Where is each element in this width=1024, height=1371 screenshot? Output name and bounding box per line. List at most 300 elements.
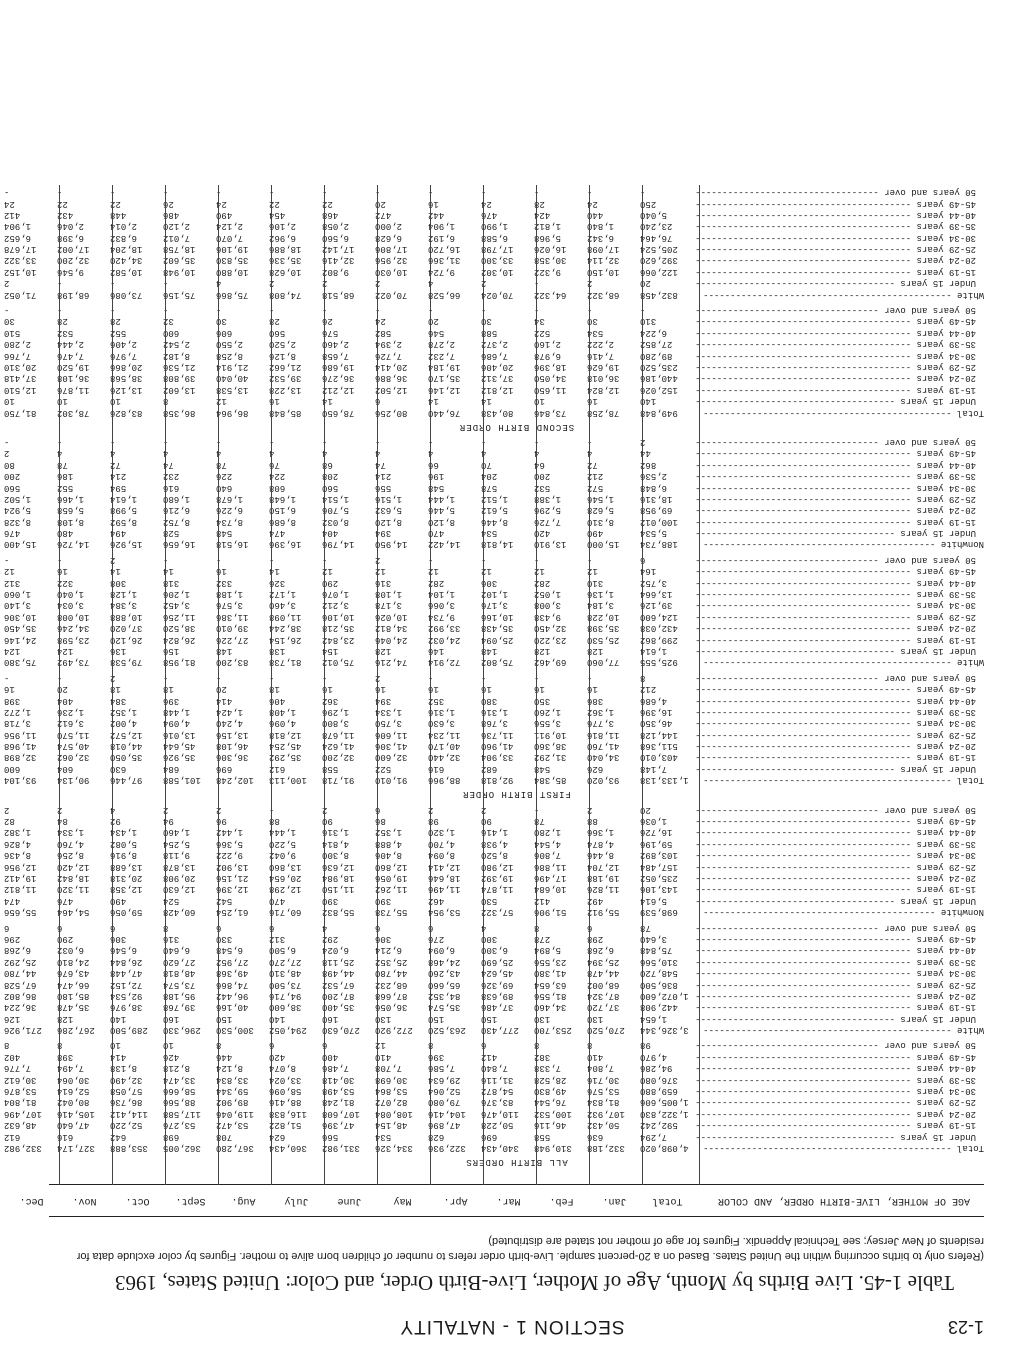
row-label: White ----- — [704, 288, 984, 299]
table-cell: 612 — [269, 763, 286, 774]
column-header: Total — [652, 1195, 683, 1206]
table-cell: 32,600 — [375, 752, 408, 763]
row-label: 15-19 years ----- — [696, 1119, 984, 1130]
table-cell: 73,500 — [269, 979, 302, 990]
table-cell: 39,808 — [163, 373, 196, 384]
table-cell: 21,662 — [269, 362, 302, 372]
table-cell: 35,398 — [587, 623, 620, 634]
table-cell: 74,866 — [216, 979, 249, 990]
table-cell: 3,326,344 — [640, 1025, 689, 1036]
table-cell: 15,926 — [110, 539, 143, 550]
table-cell: - — [428, 436, 434, 447]
table-cell: 88,966 — [428, 775, 461, 786]
table-cell: 24,468 — [428, 956, 461, 967]
table-cell: 84,352 — [428, 990, 461, 1001]
table-cell: 8,916 — [110, 850, 138, 861]
table-cell: 75,848 — [640, 945, 673, 956]
table-cell: 78 — [216, 459, 227, 470]
table-cell: 83,200 — [216, 657, 249, 668]
table-cell: - — [57, 187, 63, 198]
table-cell: 6 — [322, 1040, 328, 1051]
table-cell: 130 — [587, 1013, 604, 1024]
table-cell: 440 — [587, 209, 604, 220]
table-cell: 4,098,020 — [640, 1143, 689, 1153]
table-cell: 8,120 — [375, 516, 403, 527]
table-cell: 81,738 — [269, 657, 302, 668]
table-cell: 35,170 — [428, 373, 461, 384]
table-cell: 1,516 — [375, 493, 403, 504]
table-cell: 128 — [57, 1013, 74, 1024]
table-cell: 12,396 — [216, 884, 249, 895]
table-cell: 26,824 — [163, 634, 196, 645]
table-cell: 23,240 — [640, 221, 673, 232]
row-label: 50 years and over ----- — [696, 1039, 984, 1050]
table-cell: 2 — [481, 804, 487, 815]
table-cell: 4,544 — [534, 838, 562, 849]
table-row — [4, 243, 984, 255]
table-cell: 7,686 — [481, 350, 509, 361]
table-cell: 11,826 — [587, 884, 620, 895]
table-row — [4, 978, 984, 990]
table-cell: 4 — [481, 448, 487, 459]
table-cell: 10,228 — [587, 611, 620, 622]
table-cell: 412 — [4, 209, 21, 220]
table-cell: 87,200 — [322, 990, 355, 1001]
table-cell: 3,718 — [4, 718, 32, 729]
row-label: 35-39 years ----- — [696, 220, 984, 231]
table-cell: 3,140 — [4, 600, 32, 611]
table-cell: 55,656 — [4, 907, 37, 918]
column-header: Aug. — [231, 1195, 256, 1206]
row-label: 15-19 years ----- — [696, 265, 984, 276]
header-rule-bottom — [49, 1184, 984, 1185]
table-cell: 2,014 — [110, 221, 138, 232]
table-cell: 1,352 — [110, 706, 138, 717]
table-cell: 13,902 — [216, 861, 249, 872]
table-cell: 6,848 — [640, 482, 668, 493]
table-cell: 2 — [110, 554, 116, 565]
table-cell: 12,212 — [322, 384, 355, 395]
table-cell: - — [428, 187, 434, 198]
table-cell: 12,146 — [428, 384, 461, 395]
table-cell: 7,148 — [640, 763, 668, 774]
table-cell: 44,780 — [4, 968, 37, 979]
table-cell: 27,226 — [216, 634, 249, 645]
table-cell: 7,338 — [534, 1063, 562, 1074]
table-cell: 150 — [216, 1013, 233, 1024]
table-cell: 10,026 — [375, 611, 408, 622]
table-row — [4, 955, 984, 967]
table-cell: 326 — [269, 577, 286, 588]
table-cell: 462 — [428, 895, 445, 906]
table-cell: 22 — [269, 198, 280, 209]
table-cell: 6,192 — [428, 232, 456, 243]
table-cell: 124 — [57, 645, 74, 656]
table-cell: - — [534, 804, 540, 815]
table-cell: - — [216, 436, 222, 447]
table-cell: 1,812 — [534, 221, 562, 232]
table-cell: 4 — [57, 448, 63, 459]
table-cell: 18,316 — [640, 493, 673, 504]
table-cell: 299,862 — [640, 634, 678, 645]
table-cell: 10 — [57, 396, 68, 407]
table-cell: 48,154 — [375, 1120, 408, 1131]
table-cell: 70,024 — [481, 289, 514, 300]
table-cell: 40,170 — [428, 741, 461, 752]
table-cell: 1,322,830 — [640, 1108, 689, 1119]
table-cell: 36,886 — [375, 373, 408, 384]
row-label: 40-44 years ----- — [696, 209, 984, 220]
table-cell: 29,634 — [428, 1074, 461, 1085]
row-label: Under 15 years ----- — [696, 894, 984, 905]
table-cell: - — [587, 187, 593, 198]
row-label: White ----- — [704, 656, 984, 667]
table-cell: 36,056 — [375, 1002, 408, 1013]
table-cell: 76,464 — [640, 232, 673, 243]
column-header: Nov. — [72, 1195, 97, 1206]
table-cell: 117,588 — [163, 1108, 201, 1119]
table-cell: 534 — [481, 528, 498, 539]
table-cell: 10,302 — [481, 266, 514, 277]
table-cell: 122,066 — [640, 266, 678, 277]
table-cell: 75,012 — [322, 657, 355, 668]
table-cell: 224 — [269, 471, 286, 482]
table-note: (Refers only to births occurring within the United States. Based on a 20-percent sample. Live-birth order refers to number of children born alive to mother. Figures by color exclude data for residents of New Jersey; see Technical Appendix. Figures for age of mother not stated are distributed) — [76, 1235, 984, 1262]
table-cell: 58,666 — [163, 1086, 196, 1097]
table-cell: 836,500 — [640, 979, 678, 990]
table-cell: 10 — [4, 396, 15, 407]
table-cell: 85,180 — [57, 990, 90, 1001]
table-cell: 4,096 — [269, 718, 297, 729]
table-cell: - — [57, 305, 63, 316]
table-cell: 22 — [322, 198, 333, 209]
table-cell: 35,830 — [216, 255, 249, 266]
table-cell: - — [57, 672, 63, 683]
table-row — [4, 395, 984, 407]
table-cell: 128 — [534, 645, 551, 656]
table-cell: 7,708 — [375, 1063, 403, 1074]
table-cell: 16 — [57, 566, 68, 577]
table-cell: 566 — [322, 1131, 339, 1142]
table-cell: 88 — [269, 816, 280, 827]
table-cell: 4 — [375, 448, 381, 459]
table-cell: 7,486 — [322, 1063, 350, 1074]
table-cell: 49,830 — [534, 1086, 567, 1097]
table-row — [4, 209, 984, 220]
table-cell: 24 — [216, 198, 227, 209]
table-cell: 124 — [4, 645, 21, 656]
table-cell: 6 — [269, 1040, 275, 1051]
table-cell: 1,444 — [428, 493, 456, 504]
table-cell: 18 — [110, 684, 121, 695]
table-cell: 312 — [4, 577, 21, 588]
table-cell: 4,888 — [375, 838, 403, 849]
table-cell: 8,108 — [57, 516, 85, 527]
table-cell: 12,502 — [375, 384, 408, 395]
row-label: 45-49 years ----- — [696, 197, 984, 208]
table-cell: 1,648 — [269, 493, 297, 504]
table-cell: 3,460 — [269, 600, 297, 611]
table-row — [4, 265, 984, 277]
table-cell: 20,908 — [163, 873, 196, 884]
table-cell: 35,450 — [4, 623, 37, 634]
table-cell: 9,438 — [534, 611, 562, 622]
table-cell: 5,628 — [587, 505, 615, 516]
table-cell: 1,840 — [587, 221, 615, 232]
table-cell: 30,716 — [587, 1074, 620, 1085]
table-cell: 12,860 — [375, 861, 408, 872]
table-cell: 55,832 — [322, 907, 355, 918]
table-cell: 3,384 — [110, 600, 138, 611]
table-cell: - — [534, 672, 540, 683]
table-cell: 384 — [110, 695, 127, 706]
table-cell: 83,826 — [110, 407, 143, 418]
table-cell: 5,998 — [110, 505, 138, 516]
table-row — [4, 576, 984, 588]
row-label: Total ----- — [704, 1142, 984, 1153]
table-cell: 3,576 — [216, 600, 244, 611]
table-cell: 37,418 — [4, 373, 37, 384]
table-cell: 31,366 — [428, 255, 461, 266]
row-label: 25-29 years ----- — [696, 860, 984, 871]
table-cell: 44 — [640, 448, 651, 459]
table-cell: 2 — [322, 804, 328, 815]
table-cell: 53,864 — [375, 1086, 408, 1097]
table-cell: 23,598 — [57, 634, 90, 645]
header-rule-top — [49, 1216, 984, 1217]
table-cell: 4 — [216, 448, 222, 459]
table-cell: 65,660 — [428, 979, 461, 990]
table-cell: 1,614 — [110, 493, 138, 504]
table-cell: 12,358 — [110, 884, 143, 895]
table-row — [4, 288, 984, 300]
table-cell: 1,352 — [375, 827, 403, 838]
table-cell: 612 — [4, 1131, 21, 1142]
table-cell: 89,280 — [640, 350, 673, 361]
table-row — [4, 837, 984, 849]
table-cell: 6 — [269, 922, 275, 933]
table-cell: 25,352 — [375, 956, 408, 967]
table-cell: 524 — [163, 895, 180, 906]
table-cell: 107,932 — [587, 1108, 625, 1119]
table-cell: 10,150 — [587, 266, 620, 277]
table-cell: 24,810 — [57, 956, 90, 967]
table-cell: 86,358 — [163, 407, 196, 418]
table-cell: 2 — [269, 278, 275, 289]
table-cell: 34 — [534, 316, 545, 327]
table-cell: 19,412 — [4, 873, 37, 884]
table-cell: 35,602 — [163, 255, 196, 266]
table-cell: 64 — [534, 459, 545, 470]
table-cell: 5,894 — [534, 945, 562, 956]
section-heading: FIRST BIRTH ORDER — [462, 789, 571, 800]
table-cell: 7,726 — [375, 350, 403, 361]
table-cell: - — [216, 187, 222, 198]
table-cell: 18,886 — [269, 244, 302, 255]
table-cell: 1,546 — [587, 493, 615, 504]
table-cell: 2,120 — [163, 221, 191, 232]
column-header: May — [393, 1195, 412, 1206]
table-row — [4, 458, 984, 470]
table-cell: 21,536 — [163, 362, 196, 372]
table-cell: 3,750 — [375, 718, 403, 729]
table-cell: 53,498 — [322, 1086, 355, 1097]
table-row — [4, 406, 984, 418]
row-label: 20-24 years ----- — [696, 622, 984, 633]
column-header: Sept. — [175, 1195, 206, 1206]
table-cell: 5,632 — [375, 505, 403, 516]
table-cell: 8 — [216, 1040, 222, 1051]
table-cell: 394 — [375, 695, 392, 706]
table-row — [4, 883, 984, 895]
table-cell: 272,920 — [375, 1025, 413, 1036]
row-label: 20-24 years ----- — [696, 872, 984, 883]
table-cell: 10 — [110, 1040, 121, 1051]
table-cell: 25,690 — [481, 956, 514, 967]
table-cell: 34,812 — [375, 623, 408, 634]
table-row — [4, 1039, 984, 1051]
row-label: 50 years and over ----- — [696, 671, 984, 682]
table-cell: 16 — [534, 684, 545, 695]
table-cell: 698,539 — [640, 907, 678, 918]
table-cell: 270,520 — [587, 1025, 625, 1036]
row-label: 45-49 years ----- — [696, 1050, 984, 1061]
table-cell: - — [110, 305, 116, 316]
table-cell: 204 — [481, 471, 498, 482]
table-row — [4, 610, 984, 622]
table-cell: 1,316 — [428, 706, 456, 717]
table-cell: 39,010 — [216, 623, 249, 634]
table-cell: 1,036 — [640, 816, 668, 827]
table-cell: 3,066 — [428, 600, 456, 611]
column-rule — [218, 185, 219, 1185]
table-cell: 548 — [216, 528, 233, 539]
table-cell: 616 — [428, 763, 445, 774]
table-cell: 76,544 — [534, 1097, 567, 1108]
table-cell: 57,322 — [481, 907, 514, 918]
table-cell: 316 — [375, 577, 392, 588]
table-cell: 327,174 — [57, 1143, 95, 1153]
table-cell: 25,094 — [481, 634, 514, 645]
table-cell: 85,848 — [269, 407, 302, 418]
table-cell: 160 — [163, 1013, 180, 1024]
table-cell: 578 — [481, 482, 498, 493]
table-cell: 12,298 — [269, 884, 302, 895]
table-cell: 78,650 — [322, 407, 355, 418]
table-cell: 75,802 — [481, 657, 514, 668]
table-cell: 47,640 — [57, 1120, 90, 1131]
table-cell: 28 — [57, 316, 68, 327]
table-cell: 2,000 — [375, 221, 403, 232]
table-cell: 8,734 — [216, 516, 244, 527]
table-cell: 3,178 — [375, 600, 403, 611]
row-label: Under 15 years ----- — [696, 1012, 984, 1023]
table-cell: 11,678 — [322, 729, 355, 740]
table-cell: - — [534, 305, 540, 316]
table-row — [4, 277, 984, 289]
table-cell: 28 — [110, 316, 121, 327]
table-cell: 8 — [534, 1040, 540, 1051]
table-cell: 16 — [428, 684, 439, 695]
table-cell: 25,292 — [4, 956, 37, 967]
table-cell: 412 — [534, 895, 551, 906]
table-cell: 54,872 — [481, 1086, 514, 1097]
table-cell: 3,630 — [428, 718, 456, 729]
table-cell: 1,362 — [587, 706, 615, 717]
table-cell: 558 — [534, 1131, 551, 1142]
table-cell: 353,888 — [110, 1143, 148, 1153]
table-cell: 22 — [110, 198, 121, 209]
table-cell: 606 — [216, 327, 233, 338]
table-cell: 59,344 — [216, 1086, 249, 1097]
table-row — [4, 599, 984, 611]
column-rule — [536, 185, 537, 1185]
table-cell: 8,138 — [110, 1063, 138, 1074]
table-cell: 11,386 — [216, 611, 249, 622]
table-cell: 398 — [57, 1051, 74, 1062]
table-cell: 11,606 — [375, 729, 408, 740]
table-cell: 552 — [57, 482, 74, 493]
table-cell: 6,216 — [163, 505, 191, 516]
table-cell: 12,956 — [4, 861, 37, 872]
table-cell: 10,582 — [110, 266, 143, 277]
table-cell: 214 — [110, 471, 127, 482]
table-cell: 87,324 — [587, 990, 620, 1001]
table-cell: 124,600 — [640, 611, 678, 622]
table-cell: 13,538 — [216, 384, 249, 395]
table-cell: 57,058 — [110, 1086, 143, 1097]
row-label: Under 15 years ----- — [696, 645, 984, 656]
table-cell: 396 — [163, 695, 180, 706]
table-cell: 16,396 — [269, 539, 302, 550]
table-cell: 298 — [587, 933, 604, 944]
table-cell: 22 — [57, 198, 68, 209]
table-cell: 511,368 — [640, 741, 678, 752]
table-cell: 60,716 — [269, 907, 302, 918]
table-cell: 16 — [481, 684, 492, 695]
row-label: 50 years and over ----- — [696, 803, 984, 814]
table-cell: 72,152 — [110, 979, 143, 990]
table-cell: 30 — [587, 316, 598, 327]
row-label: 30-34 years ----- — [696, 349, 984, 360]
table-cell: 59,056 — [110, 907, 143, 918]
table-cell: 81,750 — [4, 407, 37, 418]
table-cell: 38,976 — [110, 1002, 143, 1013]
table-cell: 32,200 — [57, 255, 90, 266]
table-cell: 367,280 — [216, 1143, 254, 1153]
table-row — [4, 1119, 984, 1131]
table-cell: 19,686 — [322, 362, 355, 372]
table-cell: 18 — [269, 684, 280, 695]
table-cell: 16,026 — [534, 244, 567, 255]
table-cell: 7,476 — [57, 350, 85, 361]
row-label: 25-29 years ----- — [696, 493, 984, 504]
column-rule — [589, 185, 590, 1185]
table-row — [4, 1107, 984, 1119]
table-cell: 18,396 — [534, 362, 567, 372]
table-cell: 11,876 — [57, 384, 90, 395]
table-cell: 592,242 — [640, 1120, 678, 1131]
table-cell: 35,478 — [57, 1002, 90, 1013]
table-cell: 83,376 — [481, 1097, 514, 1108]
table-cell: - — [534, 278, 540, 289]
table-cell: 470 — [428, 528, 445, 539]
table-cell: 8 — [163, 922, 169, 933]
table-cell: 340,434 — [481, 1143, 519, 1153]
table-title: Table 1-45. Live Births by Month, Age of Mother, Live-Birth Order, and Color: United States, 1963 — [114, 1271, 954, 1295]
table-cell: 66 — [428, 459, 439, 470]
table-cell: 19,188 — [587, 873, 620, 884]
